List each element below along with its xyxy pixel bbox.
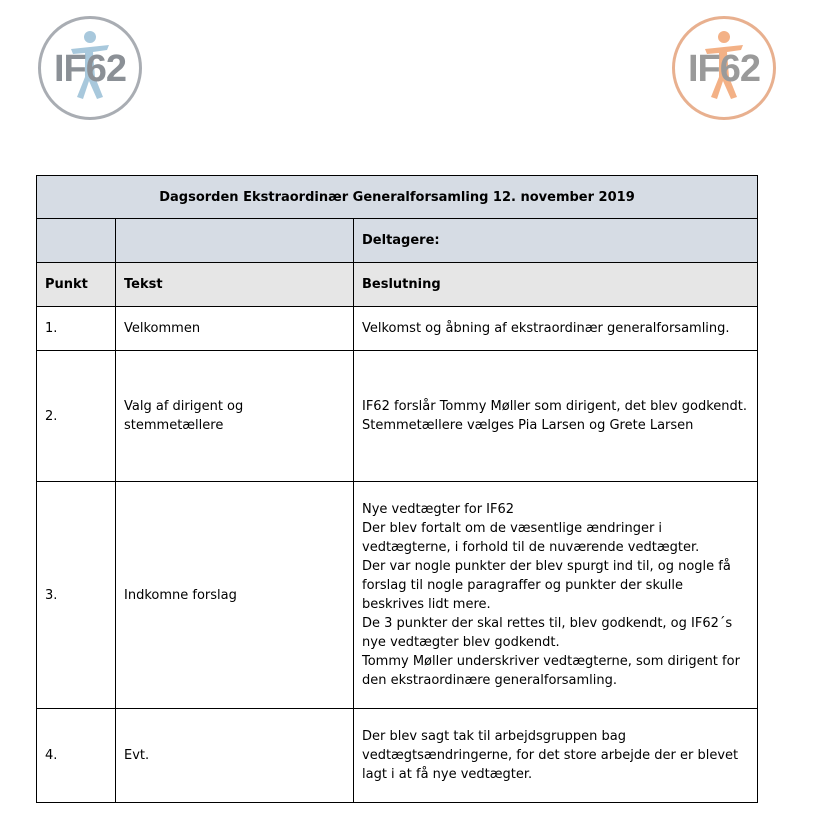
tekst-cell: Evt. [116,709,354,803]
beslutning-line: Tommy Møller underskriver vedtægterne, som dirigent for den ekstraordinære generalforsamling. [362,654,740,688]
punkt-cell: 4. [37,709,116,803]
if62-logo-left [38,16,142,120]
tekst-cell: Valg af dirigent og stemmetællere [116,351,354,482]
logo-text: IF62 [53,48,127,90]
header-tekst: Tekst [116,263,354,307]
if62-logo-right [672,16,776,120]
beslutning-line: De 3 punkter der skal rettes til, blev godkendt, og IF62´s nye vedtægter blev godkendt. [362,616,733,650]
empty-cell [37,219,116,263]
beslutning-cell [354,307,758,351]
empty-cell [116,219,354,263]
beslutning-cell [354,709,758,803]
table-row [37,351,758,482]
tekst-cell: Indkomne forslag [116,482,354,709]
agenda-title: Dagsorden Ekstraordinær Generalforsamling 12. november 2019 [37,176,758,219]
logo-text: IF62 [687,48,761,90]
beslutning-cell [354,351,758,482]
punkt-cell: 3. [37,482,116,709]
tekst-cell: Velkommen [116,307,354,351]
participants-label: Deltagere: [354,219,758,263]
beslutning-line: Der var nogle punkter der blev spurgt ind til, og nogle få forslag til nogle paragraffer og punkter der skulle beskrives lidt mere. [362,559,731,612]
beslutning-line: IF62 forslår Tommy Møller som dirigent, det blev godkendt. [362,399,747,414]
beslutning-line: Der blev fortalt om de væsentlige ændringer i vedtægterne, i forhold til de nuværende vedtægter. [362,521,700,555]
table-row [37,709,758,803]
punkt-cell: 2. [37,351,116,482]
participants-row [37,219,758,263]
beslutning-cell [354,482,758,709]
beslutning-line: Der blev sagt tak til arbejdsgruppen bag vedtægtsændringerne, for det store arbejde der er blevet lagt i at få nye vedtægter. [362,729,739,782]
punkt-cell: 1. [37,307,116,351]
beslutning-line: Velkomst og åbning af ekstraordinær generalforsamling. [362,321,730,336]
beslutning-line: Nye vedtægter for IF62 [362,502,515,517]
beslutning-line: Stemmetællere vælges Pia Larsen og Grete Larsen [362,418,694,433]
header-row [37,263,758,307]
header-beslutning: Beslutning [354,263,758,307]
table-row [37,482,758,709]
header-punkt: Punkt [37,263,116,307]
table-title-row [37,176,758,219]
table-row [37,307,758,351]
agenda-table [36,175,758,803]
